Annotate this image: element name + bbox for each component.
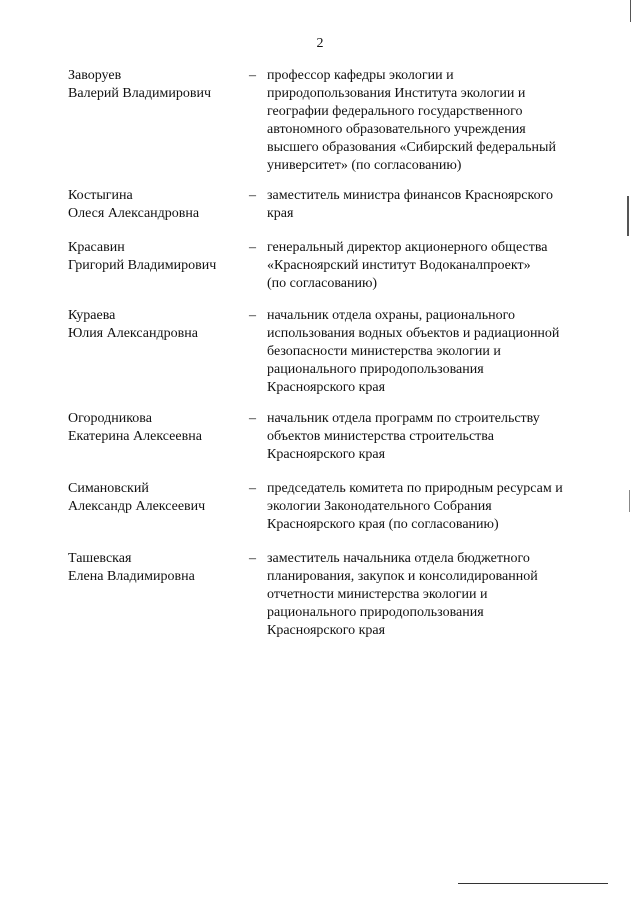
member-name bbox=[68, 410, 243, 446]
position-line: края bbox=[267, 206, 294, 221]
position-line: профессор кафедры экологии и bbox=[267, 68, 454, 83]
member-surname: Красавин bbox=[68, 240, 125, 255]
position-line: рационального природопользования bbox=[267, 605, 484, 620]
page-number: 2 bbox=[316, 36, 324, 51]
separator-dash: – bbox=[249, 551, 256, 566]
position-line: заместитель министра финансов Красноярского bbox=[267, 188, 553, 203]
position-line: генеральный директор акционерного общества bbox=[267, 240, 548, 255]
separator-dash: – bbox=[249, 188, 256, 203]
scan-edge-mark bbox=[627, 196, 629, 236]
scan-edge-mark bbox=[630, 0, 631, 22]
position-line: (по согласованию) bbox=[267, 276, 378, 291]
member-position bbox=[267, 550, 597, 640]
scan-edge-mark bbox=[629, 490, 630, 512]
position-line: председатель комитета по природным ресурсам и bbox=[267, 481, 563, 496]
position-line: Красноярского края (по согласованию) bbox=[267, 517, 499, 532]
member-position bbox=[267, 480, 597, 534]
position-line: Красноярского края bbox=[267, 380, 386, 395]
position-line: отчетности министерства экологии и bbox=[267, 587, 488, 602]
member-given-names: Олеся Александровна bbox=[68, 206, 200, 221]
member-name bbox=[68, 67, 243, 103]
position-line: рационального природопользования bbox=[267, 362, 484, 377]
position-line: природопользования Института экологии и bbox=[267, 86, 526, 101]
separator-dash: – bbox=[249, 68, 256, 83]
member-surname: Заворуев bbox=[68, 68, 122, 83]
position-line: университет» (по согласованию) bbox=[267, 158, 462, 173]
member-given-names: Екатерина Алексеевна bbox=[68, 429, 202, 444]
member-given-names: Григорий Владимирович bbox=[68, 258, 217, 273]
position-line: «Красноярский институт Водоканалпроект» bbox=[267, 258, 531, 273]
member-position bbox=[267, 187, 597, 223]
position-line: экологии Законодательного Собрания bbox=[267, 499, 492, 514]
member-given-names: Александр Алексеевич bbox=[68, 499, 206, 514]
separator-dash: – bbox=[249, 240, 256, 255]
member-given-names: Валерий Владимирович bbox=[68, 86, 212, 101]
position-line: безопасности министерства экологии и bbox=[267, 344, 501, 359]
position-line: планирования, закупок и консолидированной bbox=[267, 569, 538, 584]
separator-dash: – bbox=[249, 308, 256, 323]
member-surname: Костыгина bbox=[68, 188, 133, 203]
member-given-names: Юлия Александровна bbox=[68, 326, 198, 341]
member-surname: Кураева bbox=[68, 308, 116, 323]
member-name bbox=[68, 307, 243, 343]
position-line: высшего образования «Сибирский федеральный bbox=[267, 140, 556, 155]
member-surname: Ташевская bbox=[68, 551, 132, 566]
footer-rule bbox=[458, 883, 608, 884]
member-name bbox=[68, 187, 243, 223]
member-name bbox=[68, 480, 243, 516]
position-line: использования водных объектов и радиационной bbox=[267, 326, 560, 341]
position-line: Красноярского края bbox=[267, 623, 386, 638]
position-line: начальник отдела программ по строительству bbox=[267, 411, 540, 426]
position-line: объектов министерства строительства bbox=[267, 429, 494, 444]
member-surname: Огородникова bbox=[68, 411, 152, 426]
member-name bbox=[68, 550, 243, 586]
member-given-names: Елена Владимировна bbox=[68, 569, 195, 584]
member-position bbox=[267, 307, 597, 397]
member-surname: Симановский bbox=[68, 481, 149, 496]
member-position bbox=[267, 67, 597, 175]
separator-dash: – bbox=[249, 481, 256, 496]
member-name bbox=[68, 239, 243, 275]
member-position bbox=[267, 239, 597, 293]
member-position bbox=[267, 410, 597, 464]
position-line: начальник отдела охраны, рационального bbox=[267, 308, 516, 323]
position-line: географии федерального государственного bbox=[267, 104, 523, 119]
position-line: автономного образовательного учреждения bbox=[267, 122, 526, 137]
position-line: Красноярского края bbox=[267, 447, 386, 462]
separator-dash: – bbox=[249, 411, 256, 426]
position-line: заместитель начальника отдела бюджетного bbox=[267, 551, 530, 566]
